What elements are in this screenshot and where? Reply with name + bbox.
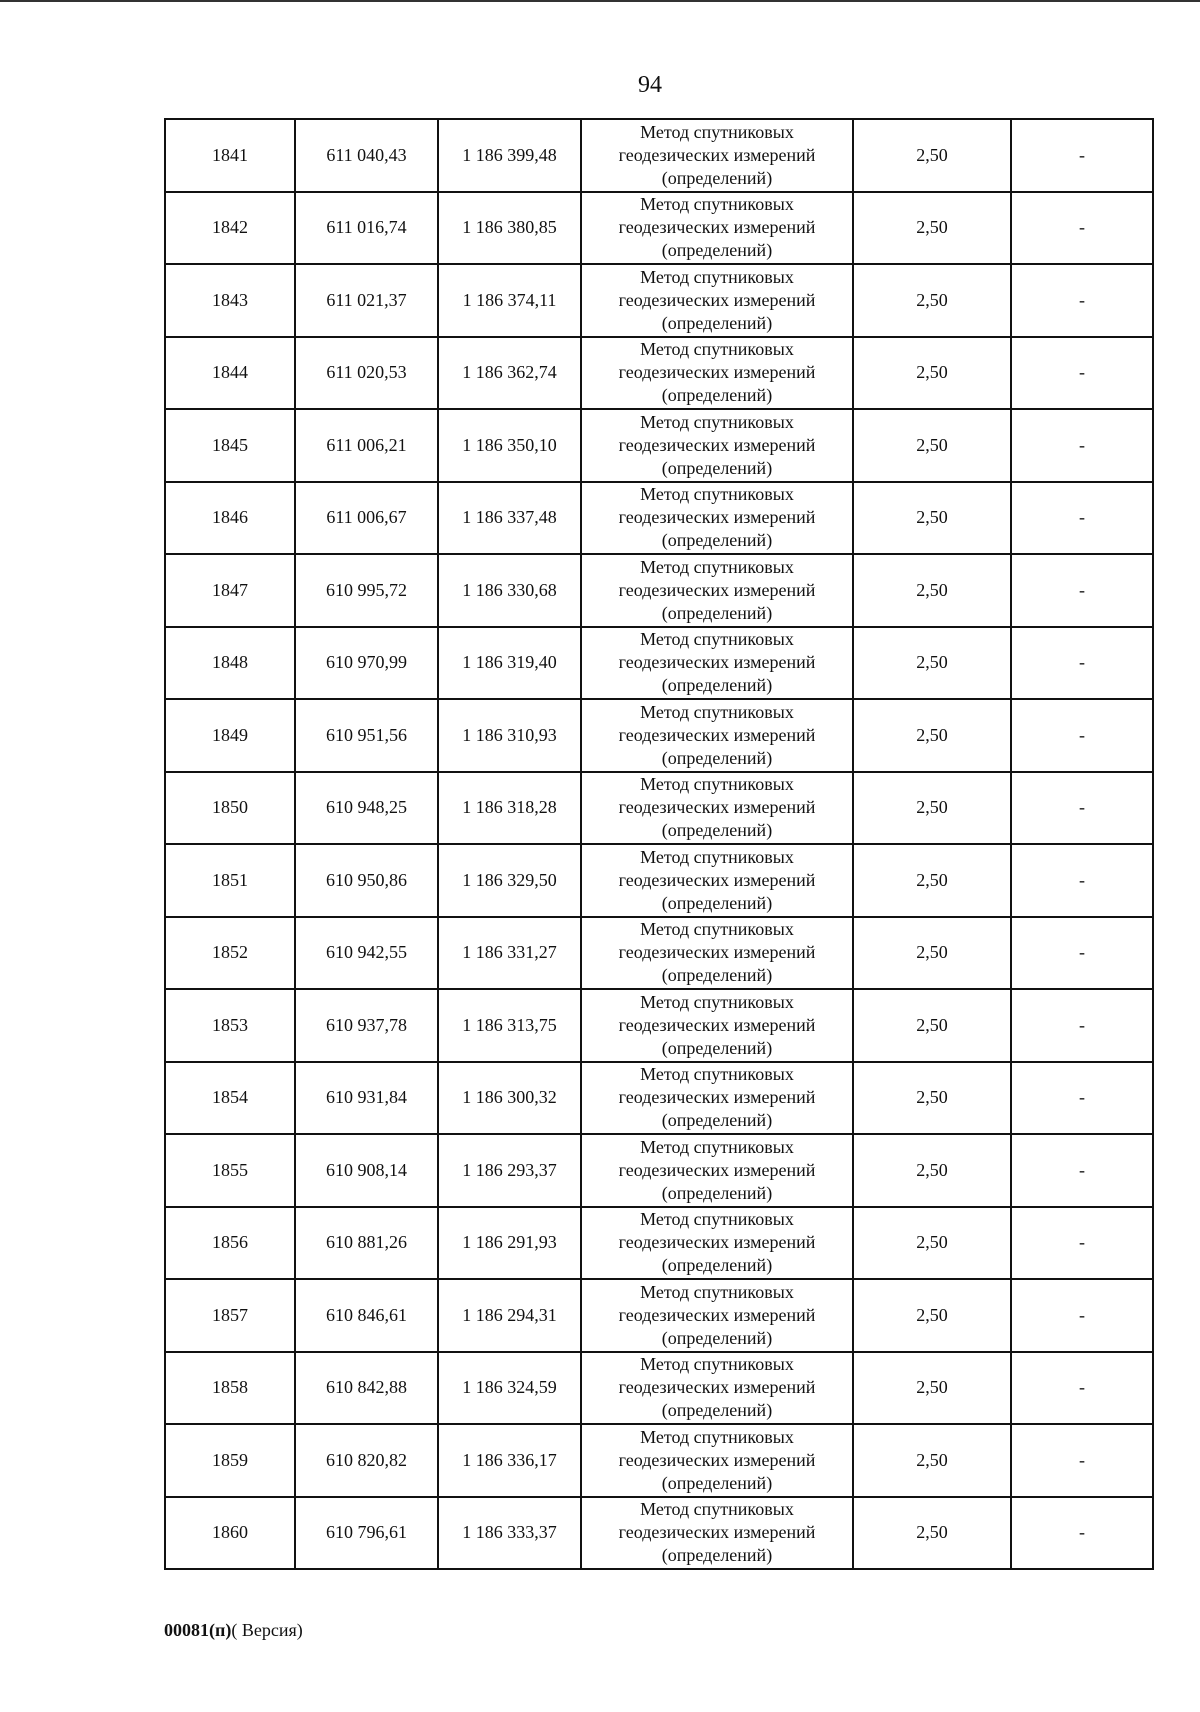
method-line: (определений) xyxy=(661,312,773,333)
table-row xyxy=(165,1134,1153,1207)
y-coordinate-cell: 1 186 293,37 xyxy=(438,1134,581,1207)
point-number-cell: 1842 xyxy=(165,192,295,265)
method-line: Метод спутниковых xyxy=(640,121,794,142)
method-line: Метод спутниковых xyxy=(640,919,794,940)
point-number-cell: 1855 xyxy=(165,1134,295,1207)
method-line: Метод спутниковых xyxy=(640,846,794,867)
method-cell xyxy=(581,1134,853,1207)
table-row xyxy=(165,1207,1153,1280)
method-line: (определений) xyxy=(661,240,773,261)
method-cell xyxy=(581,1424,853,1497)
note-cell: - xyxy=(1011,1497,1153,1570)
x-coordinate-cell: 610 995,72 xyxy=(295,554,438,627)
method-line: Метод спутниковых xyxy=(640,339,794,360)
method-cell xyxy=(581,554,853,627)
x-coordinate-cell: 610 951,56 xyxy=(295,699,438,772)
x-coordinate-cell: 610 931,84 xyxy=(295,1062,438,1135)
method-line: (определений) xyxy=(661,1110,773,1131)
method-line: (определений) xyxy=(661,1400,773,1421)
precision-cell: 2,50 xyxy=(853,772,1011,845)
table-row xyxy=(165,844,1153,917)
y-coordinate-cell: 1 186 318,28 xyxy=(438,772,581,845)
y-coordinate-cell: 1 186 337,48 xyxy=(438,482,581,555)
x-coordinate-cell: 611 021,37 xyxy=(295,264,438,337)
y-coordinate-cell: 1 186 324,59 xyxy=(438,1352,581,1425)
x-coordinate-cell: 610 950,86 xyxy=(295,844,438,917)
method-line: геодезических измерений xyxy=(618,434,816,455)
method-cell xyxy=(581,264,853,337)
x-coordinate-cell: 611 016,74 xyxy=(295,192,438,265)
method-line: геодезических измерений xyxy=(618,1232,816,1253)
coordinates-table xyxy=(164,118,1154,1570)
precision-cell: 2,50 xyxy=(853,1497,1011,1570)
precision-cell: 2,50 xyxy=(853,554,1011,627)
table-row xyxy=(165,1424,1153,1497)
point-number-cell: 1856 xyxy=(165,1207,295,1280)
table-row xyxy=(165,1062,1153,1135)
method-line: Метод спутниковых xyxy=(640,991,794,1012)
table-row xyxy=(165,264,1153,337)
method-line: (определений) xyxy=(661,385,773,406)
method-cell xyxy=(581,772,853,845)
y-coordinate-cell: 1 186 294,31 xyxy=(438,1279,581,1352)
method-line: (определений) xyxy=(661,747,773,768)
point-number-cell: 1851 xyxy=(165,844,295,917)
method-line: Метод спутниковых xyxy=(640,556,794,577)
point-number-cell: 1843 xyxy=(165,264,295,337)
method-cell xyxy=(581,917,853,990)
y-coordinate-cell: 1 186 333,37 xyxy=(438,1497,581,1570)
method-cell xyxy=(581,1207,853,1280)
method-line: (определений) xyxy=(661,1545,773,1566)
table-row xyxy=(165,409,1153,482)
method-line: Метод спутниковых xyxy=(640,484,794,505)
table-row xyxy=(165,554,1153,627)
y-coordinate-cell: 1 186 350,10 xyxy=(438,409,581,482)
note-cell: - xyxy=(1011,772,1153,845)
note-cell: - xyxy=(1011,119,1153,192)
table-row xyxy=(165,119,1153,192)
method-line: (определений) xyxy=(661,1037,773,1058)
x-coordinate-cell: 610 948,25 xyxy=(295,772,438,845)
precision-cell: 2,50 xyxy=(853,917,1011,990)
x-coordinate-cell: 610 908,14 xyxy=(295,1134,438,1207)
method-line: геодезических измерений xyxy=(618,1449,816,1470)
method-line: геодезических измерений xyxy=(618,1522,816,1543)
note-cell: - xyxy=(1011,192,1153,265)
precision-cell: 2,50 xyxy=(853,1424,1011,1497)
method-line: геодезических измерений xyxy=(618,1377,816,1398)
x-coordinate-cell: 611 006,67 xyxy=(295,482,438,555)
note-cell: - xyxy=(1011,844,1153,917)
note-cell: - xyxy=(1011,1134,1153,1207)
method-cell xyxy=(581,989,853,1062)
x-coordinate-cell: 610 846,61 xyxy=(295,1279,438,1352)
y-coordinate-cell: 1 186 374,11 xyxy=(438,264,581,337)
note-cell: - xyxy=(1011,1352,1153,1425)
y-coordinate-cell: 1 186 399,48 xyxy=(438,119,581,192)
method-line: Метод спутниковых xyxy=(640,411,794,432)
document-footer xyxy=(164,1620,303,1641)
table-row xyxy=(165,627,1153,700)
point-number-cell: 1859 xyxy=(165,1424,295,1497)
method-line: Метод спутниковых xyxy=(640,266,794,287)
method-line: Метод спутниковых xyxy=(640,629,794,650)
y-coordinate-cell: 1 186 380,85 xyxy=(438,192,581,265)
method-cell xyxy=(581,1352,853,1425)
method-line: (определений) xyxy=(661,820,773,841)
table-row xyxy=(165,1497,1153,1570)
method-line: геодезических измерений xyxy=(618,942,816,963)
precision-cell: 2,50 xyxy=(853,409,1011,482)
note-cell: - xyxy=(1011,989,1153,1062)
method-cell xyxy=(581,409,853,482)
x-coordinate-cell: 611 040,43 xyxy=(295,119,438,192)
x-coordinate-cell: 611 006,21 xyxy=(295,409,438,482)
method-line: Метод спутниковых xyxy=(640,194,794,215)
method-line: (определений) xyxy=(661,167,773,188)
method-cell xyxy=(581,337,853,410)
point-number-cell: 1850 xyxy=(165,772,295,845)
method-line: (определений) xyxy=(661,1472,773,1493)
method-line: Метод спутниковых xyxy=(640,1499,794,1520)
point-number-cell: 1844 xyxy=(165,337,295,410)
method-line: геодезических измерений xyxy=(618,1159,816,1180)
table-row xyxy=(165,482,1153,555)
x-coordinate-cell: 610 937,78 xyxy=(295,989,438,1062)
point-number-cell: 1860 xyxy=(165,1497,295,1570)
point-number-cell: 1841 xyxy=(165,119,295,192)
note-cell: - xyxy=(1011,627,1153,700)
point-number-cell: 1845 xyxy=(165,409,295,482)
y-coordinate-cell: 1 186 336,17 xyxy=(438,1424,581,1497)
y-coordinate-cell: 1 186 362,74 xyxy=(438,337,581,410)
method-cell xyxy=(581,192,853,265)
note-cell: - xyxy=(1011,337,1153,410)
precision-cell: 2,50 xyxy=(853,119,1011,192)
note-cell: - xyxy=(1011,699,1153,772)
x-coordinate-cell: 610 881,26 xyxy=(295,1207,438,1280)
method-line: Метод спутниковых xyxy=(640,1354,794,1375)
method-line: Метод спутниковых xyxy=(640,1426,794,1447)
y-coordinate-cell: 1 186 329,50 xyxy=(438,844,581,917)
y-coordinate-cell: 1 186 331,27 xyxy=(438,917,581,990)
precision-cell: 2,50 xyxy=(853,1352,1011,1425)
method-line: Метод спутниковых xyxy=(640,1064,794,1085)
y-coordinate-cell: 1 186 313,75 xyxy=(438,989,581,1062)
page-number: 94 xyxy=(638,72,662,98)
method-line: геодезических измерений xyxy=(618,217,816,238)
table-row xyxy=(165,1352,1153,1425)
precision-cell: 2,50 xyxy=(853,1279,1011,1352)
precision-cell: 2,50 xyxy=(853,699,1011,772)
method-line: геодезических измерений xyxy=(618,724,816,745)
precision-cell: 2,50 xyxy=(853,337,1011,410)
table-row xyxy=(165,1279,1153,1352)
precision-cell: 2,50 xyxy=(853,1207,1011,1280)
method-line: геодезических измерений xyxy=(618,579,816,600)
table-row xyxy=(165,192,1153,265)
method-cell xyxy=(581,627,853,700)
point-number-cell: 1854 xyxy=(165,1062,295,1135)
x-coordinate-cell: 611 020,53 xyxy=(295,337,438,410)
note-cell: - xyxy=(1011,1207,1153,1280)
method-line: геодезических измерений xyxy=(618,507,816,528)
table-row xyxy=(165,917,1153,990)
table-row xyxy=(165,772,1153,845)
point-number-cell: 1849 xyxy=(165,699,295,772)
y-coordinate-cell: 1 186 291,93 xyxy=(438,1207,581,1280)
method-cell xyxy=(581,1279,853,1352)
point-number-cell: 1852 xyxy=(165,917,295,990)
precision-cell: 2,50 xyxy=(853,264,1011,337)
x-coordinate-cell: 610 842,88 xyxy=(295,1352,438,1425)
method-line: геодезических измерений xyxy=(618,1087,816,1108)
method-line: (определений) xyxy=(661,675,773,696)
method-line: (определений) xyxy=(661,457,773,478)
method-line: геодезических измерений xyxy=(618,1014,816,1035)
method-line: геодезических измерений xyxy=(618,362,816,383)
precision-cell: 2,50 xyxy=(853,1134,1011,1207)
point-number-cell: 1853 xyxy=(165,989,295,1062)
note-cell: - xyxy=(1011,409,1153,482)
point-number-cell: 1857 xyxy=(165,1279,295,1352)
method-line: геодезических измерений xyxy=(618,869,816,890)
y-coordinate-cell: 1 186 330,68 xyxy=(438,554,581,627)
x-coordinate-cell: 610 796,61 xyxy=(295,1497,438,1570)
note-cell: - xyxy=(1011,1424,1153,1497)
y-coordinate-cell: 1 186 310,93 xyxy=(438,699,581,772)
point-number-cell: 1847 xyxy=(165,554,295,627)
method-line: Метод спутниковых xyxy=(640,1281,794,1302)
method-line: Метод спутниковых xyxy=(640,774,794,795)
x-coordinate-cell: 610 942,55 xyxy=(295,917,438,990)
point-number-cell: 1848 xyxy=(165,627,295,700)
method-cell xyxy=(581,1497,853,1570)
precision-cell: 2,50 xyxy=(853,1062,1011,1135)
method-line: (определений) xyxy=(661,602,773,623)
note-cell: - xyxy=(1011,1062,1153,1135)
method-line: геодезических измерений xyxy=(618,797,816,818)
method-line: геодезических измерений xyxy=(618,144,816,165)
method-line: геодезических измерений xyxy=(618,289,816,310)
precision-cell: 2,50 xyxy=(853,989,1011,1062)
precision-cell: 2,50 xyxy=(853,844,1011,917)
table-row xyxy=(165,337,1153,410)
note-cell: - xyxy=(1011,482,1153,555)
precision-cell: 2,50 xyxy=(853,482,1011,555)
method-line: (определений) xyxy=(661,1327,773,1348)
method-line: геодезических измерений xyxy=(618,652,816,673)
point-number-cell: 1858 xyxy=(165,1352,295,1425)
note-cell: - xyxy=(1011,264,1153,337)
method-line: (определений) xyxy=(661,965,773,986)
method-line: Метод спутниковых xyxy=(640,701,794,722)
point-number-cell: 1846 xyxy=(165,482,295,555)
method-line: (определений) xyxy=(661,892,773,913)
method-line: (определений) xyxy=(661,1255,773,1276)
table-row xyxy=(165,699,1153,772)
table-row xyxy=(165,989,1153,1062)
method-cell xyxy=(581,699,853,772)
version-label: ( Версия) xyxy=(231,1620,303,1640)
top-scan-rule xyxy=(0,0,1200,2)
method-cell xyxy=(581,482,853,555)
method-line: Метод спутниковых xyxy=(640,1136,794,1157)
y-coordinate-cell: 1 186 319,40 xyxy=(438,627,581,700)
y-coordinate-cell: 1 186 300,32 xyxy=(438,1062,581,1135)
method-line: (определений) xyxy=(661,1182,773,1203)
method-cell xyxy=(581,1062,853,1135)
method-line: геодезических измерений xyxy=(618,1304,816,1325)
coordinates-table-body xyxy=(165,119,1153,1569)
method-line: Метод спутниковых xyxy=(640,1209,794,1230)
method-cell xyxy=(581,119,853,192)
note-cell: - xyxy=(1011,1279,1153,1352)
x-coordinate-cell: 610 970,99 xyxy=(295,627,438,700)
form-code: 00081(п) xyxy=(164,1620,232,1640)
precision-cell: 2,50 xyxy=(853,627,1011,700)
precision-cell: 2,50 xyxy=(853,192,1011,265)
method-line: (определений) xyxy=(661,530,773,551)
note-cell: - xyxy=(1011,554,1153,627)
note-cell: - xyxy=(1011,917,1153,990)
method-cell xyxy=(581,844,853,917)
x-coordinate-cell: 610 820,82 xyxy=(295,1424,438,1497)
